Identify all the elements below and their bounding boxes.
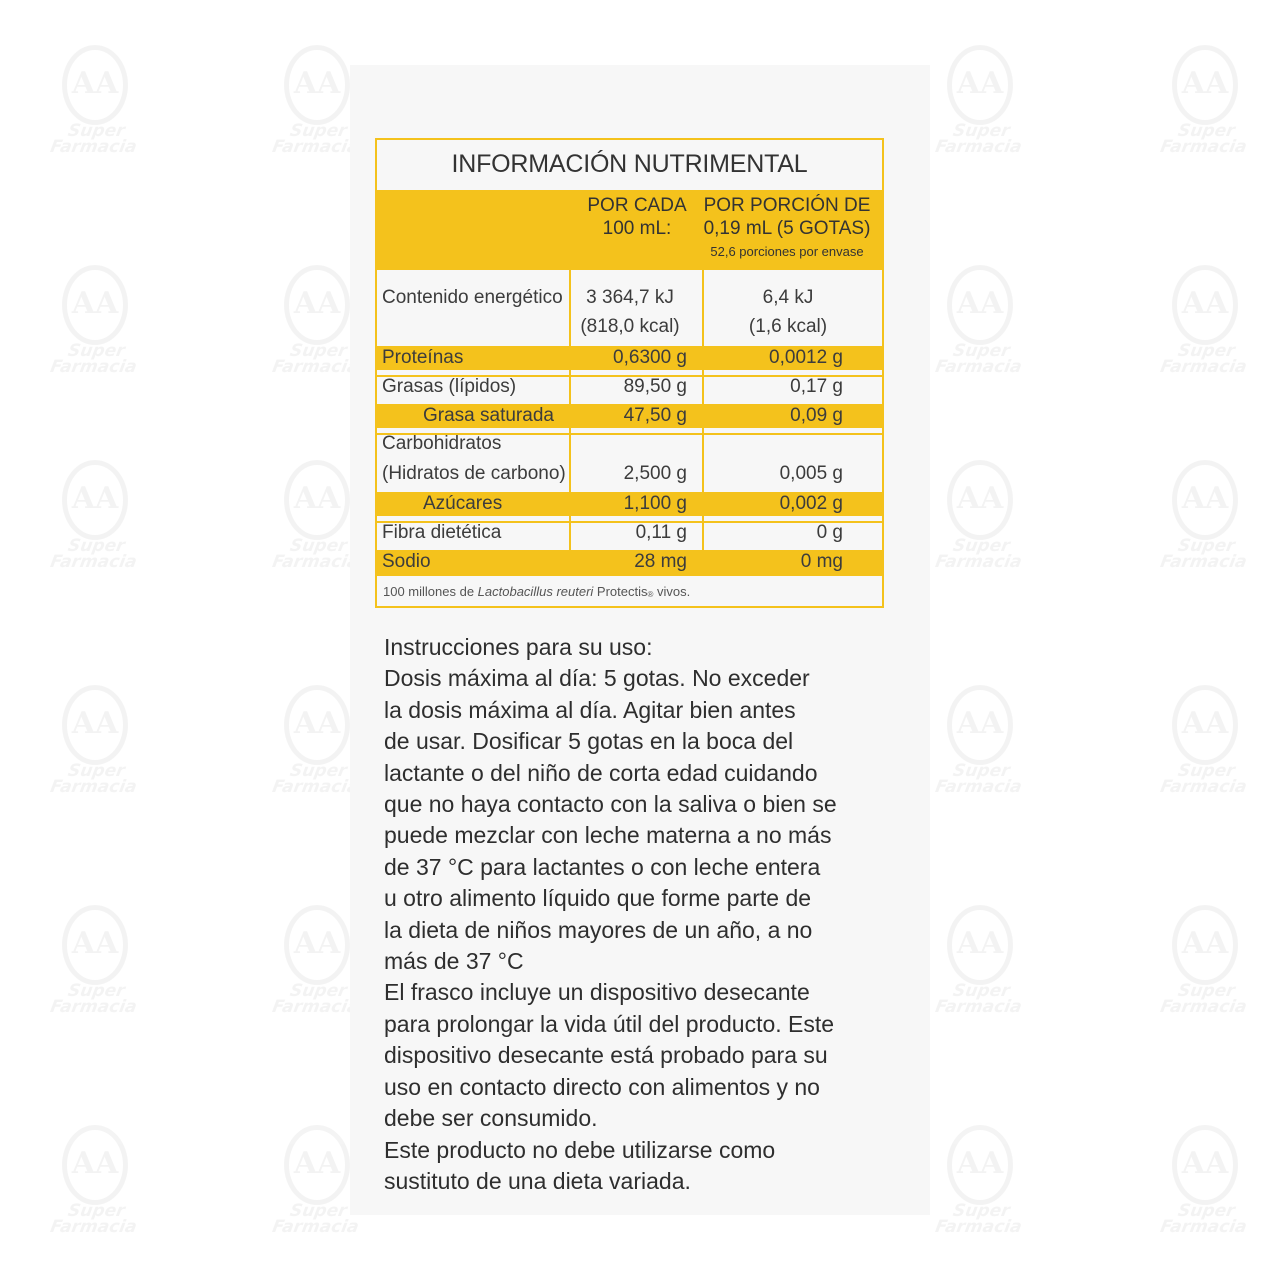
instruction-line: puede mezclar con leche materna a no más <box>384 822 832 849</box>
watermark-brand: Super Farmacia <box>933 981 1024 1017</box>
watermark-brand: Super Farmacia <box>1158 1201 1249 1237</box>
watermark-brand: Super Farmacia <box>270 341 361 377</box>
watermark-brand: Super Farmacia <box>1158 981 1249 1017</box>
grasas-per100: 89,50 g <box>623 376 687 397</box>
instruction-line: la dosis máxima al día. Agitar bien antes <box>384 696 796 723</box>
watermark-symbol: AA <box>62 45 128 125</box>
watermark-symbol: AA <box>62 460 128 540</box>
super-farmacia-watermark-icon <box>40 460 150 570</box>
rule <box>377 574 882 576</box>
watermark-brand: Super Farmacia <box>1158 536 1249 572</box>
watermark-symbol: AA <box>284 460 350 540</box>
row-label-carbohidratos-sub: (Hidratos de carbono) <box>382 463 566 484</box>
watermark-symbol: AA <box>284 265 350 345</box>
carbohidratos-portion: 0,005 g <box>779 463 843 484</box>
watermark-brand: Super Farmacia <box>933 1201 1024 1237</box>
instruction-line: sustituto de una dieta variada. <box>384 1167 691 1194</box>
watermark-symbol: AA <box>947 905 1013 985</box>
watermark-brand: Super Farmacia <box>1158 341 1249 377</box>
row-label-proteinas: Proteínas <box>382 347 464 368</box>
row-label-sodio: Sodio <box>382 551 431 572</box>
watermark-brand: Super Farmacia <box>933 536 1024 572</box>
grasa-saturada-portion: 0,09 g <box>790 405 843 426</box>
super-farmacia-watermark-icon <box>925 1125 1035 1235</box>
watermark-symbol: AA <box>62 1125 128 1205</box>
super-farmacia-watermark-icon <box>925 685 1035 795</box>
watermark-symbol: AA <box>1172 265 1238 345</box>
instruction-line: Este producto no debe utilizarse como <box>384 1136 776 1163</box>
watermark-brand: Super Farmacia <box>270 536 361 572</box>
super-farmacia-watermark-icon <box>1150 45 1260 155</box>
footnote-brand: Protectis <box>593 584 648 599</box>
table-header <box>377 190 882 268</box>
instruction-line: debe ser consumido. <box>384 1105 598 1132</box>
nutrition-table <box>375 138 884 608</box>
grasas-portion: 0,17 g <box>790 376 843 397</box>
super-farmacia-watermark-icon <box>40 685 150 795</box>
instruction-line: de 37 °C para lactantes o con leche entera <box>384 853 821 880</box>
super-farmacia-watermark-icon <box>40 1125 150 1235</box>
watermark-symbol: AA <box>947 45 1013 125</box>
footnote-species: Lactobacillus reuteri <box>477 584 594 599</box>
super-farmacia-watermark-icon <box>1150 265 1260 375</box>
watermark-brand: Super Farmacia <box>48 1201 139 1237</box>
nutrition-title: INFORMACIÓN NUTRIMENTAL <box>451 150 808 178</box>
watermark-symbol: AA <box>284 905 350 985</box>
watermark-symbol: AA <box>1172 460 1238 540</box>
watermark-symbol: AA <box>947 1125 1013 1205</box>
sodio-portion: 0 mg <box>800 551 843 572</box>
row-label-carbohidratos: Carbohidratos <box>382 433 502 454</box>
watermark-brand: Super Farmacia <box>270 1201 361 1237</box>
super-farmacia-watermark-icon <box>40 905 150 1015</box>
watermark-symbol: AA <box>1172 1125 1238 1205</box>
watermark-brand: Super Farmacia <box>933 121 1024 157</box>
probiotic-footnote <box>383 584 690 599</box>
col2-header-line2: 0,19 mL (5 GOTAS) <box>703 218 871 239</box>
super-farmacia-watermark-icon <box>1150 905 1260 1015</box>
watermark-brand: Super Farmacia <box>48 536 139 572</box>
col2-header-line1: POR PORCIÓN DE <box>703 195 871 216</box>
watermark-brand: Super Farmacia <box>48 121 139 157</box>
registered-mark: ® <box>647 590 654 599</box>
watermark-brand: Super Farmacia <box>933 341 1024 377</box>
watermark-symbol: AA <box>1172 45 1238 125</box>
super-farmacia-watermark-icon <box>925 905 1035 1015</box>
col1-header-line2: 100 mL: <box>602 218 672 239</box>
watermark-brand: Super Farmacia <box>933 761 1024 797</box>
row-label-grasas: Grasas (lípidos) <box>382 376 517 397</box>
watermark-symbol: AA <box>284 1125 350 1205</box>
instruction-line: más de 37 °C <box>384 948 524 975</box>
energy-per100-kj: 3 364,7 kJ <box>586 287 674 308</box>
watermark-symbol: AA <box>284 45 350 125</box>
energy-per100-kcal: (818,0 kcal) <box>580 316 680 337</box>
super-farmacia-watermark-icon <box>1150 460 1260 570</box>
usage-instructions <box>384 632 904 1197</box>
super-farmacia-watermark-icon <box>1150 1125 1260 1235</box>
watermark-brand: Super Farmacia <box>270 981 361 1017</box>
row-label-fibra: Fibra dietética <box>382 522 502 543</box>
watermark-symbol: AA <box>62 685 128 765</box>
azucares-portion: 0,002 g <box>779 493 843 514</box>
instruction-line: Instrucciones para su uso: <box>384 634 653 660</box>
row-label-energy: Contenido energético <box>382 287 563 308</box>
col1-header <box>577 194 697 240</box>
grasa-saturada-per100: 47,50 g <box>623 405 687 426</box>
super-farmacia-watermark-icon <box>925 460 1035 570</box>
footnote-pre: 100 millones de <box>383 584 478 599</box>
instruction-line: Dosis máxima al día: 5 gotas. No exceder <box>384 665 810 692</box>
watermark-symbol: AA <box>947 685 1013 765</box>
col1-header-line1: POR CADA <box>587 195 687 216</box>
watermark-brand: Super Farmacia <box>270 761 361 797</box>
fibra-portion: 0 g <box>816 522 843 543</box>
instruction-line: la dieta de niños mayores de un año, a no <box>384 916 813 943</box>
instruction-line: dispositivo desecante está probado para su <box>384 1042 828 1069</box>
col2-header <box>697 194 877 240</box>
energy-portion-kj: 6,4 kJ <box>762 287 814 308</box>
watermark-brand: Super Farmacia <box>48 981 139 1017</box>
super-farmacia-watermark-icon <box>1150 685 1260 795</box>
super-farmacia-watermark-icon <box>925 45 1035 155</box>
azucares-per100: 1,100 g <box>623 493 687 514</box>
watermark-brand: Super Farmacia <box>48 341 139 377</box>
instruction-line: uso en contacto directo con alimentos y no <box>384 1073 820 1100</box>
super-farmacia-watermark-icon <box>925 265 1035 375</box>
watermark-brand: Super Farmacia <box>270 121 361 157</box>
watermark-symbol: AA <box>1172 685 1238 765</box>
super-farmacia-watermark-icon <box>40 265 150 375</box>
servings-note: 52,6 porciones por envase <box>710 244 864 259</box>
footnote-post: vivos. <box>653 584 691 599</box>
watermark-symbol: AA <box>62 905 128 985</box>
watermark-brand: Super Farmacia <box>1158 121 1249 157</box>
watermark-symbol: AA <box>62 265 128 345</box>
instruction-line: El frasco incluye un dispositivo desecante <box>384 979 810 1006</box>
watermark-symbol: AA <box>947 460 1013 540</box>
instruction-line: lactante o del niño de corta edad cuidando <box>384 759 818 786</box>
instruction-line: que no haya contacto con la saliva o bien se <box>384 791 837 818</box>
instruction-line: de usar. Dosificar 5 gotas en la boca del <box>384 728 794 755</box>
proteinas-per100: 0,6300 g <box>613 347 687 368</box>
watermark-brand: Super Farmacia <box>1158 761 1249 797</box>
sodio-per100: 28 mg <box>634 551 687 572</box>
energy-portion-kcal: (1,6 kcal) <box>748 316 828 337</box>
instruction-line: para prolongar la vida útil del producto. Este <box>384 1010 835 1037</box>
row-label-azucares: Azúcares <box>423 493 503 514</box>
fibra-per100: 0,11 g <box>635 522 687 543</box>
watermark-symbol: AA <box>947 265 1013 345</box>
watermark-symbol: AA <box>284 685 350 765</box>
row-label-grasa-saturada: Grasa saturada <box>423 405 554 426</box>
carbohidratos-per100: 2,500 g <box>623 463 687 484</box>
watermark-symbol: AA <box>1172 905 1238 985</box>
instruction-line: u otro alimento líquido que forme parte de <box>384 885 812 912</box>
super-farmacia-watermark-icon <box>40 45 150 155</box>
rule <box>377 268 882 270</box>
watermark-brand: Super Farmacia <box>48 761 139 797</box>
proteinas-portion: 0,0012 g <box>769 347 843 368</box>
